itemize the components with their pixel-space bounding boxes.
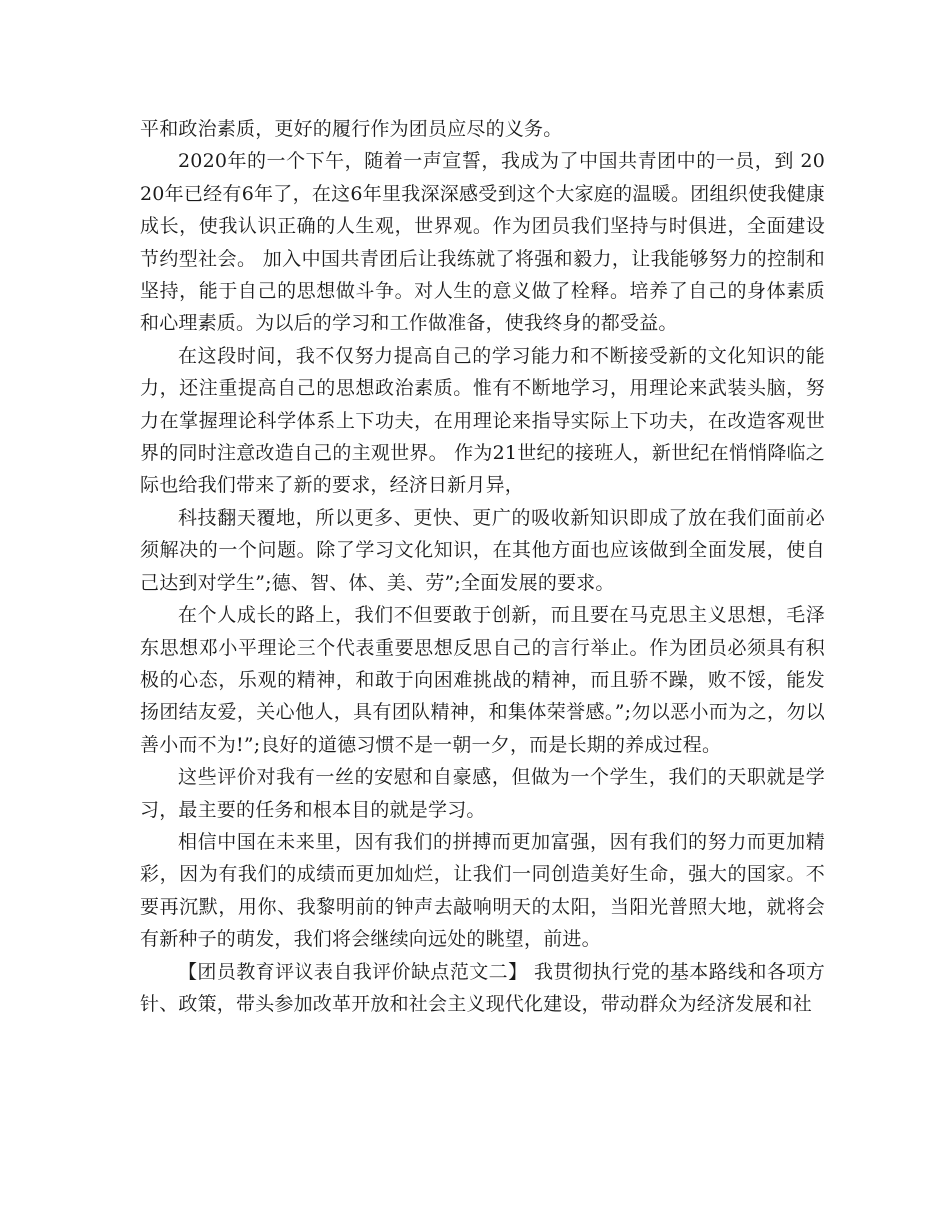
document-page xyxy=(140,113,825,1020)
paragraph-section-heading: 【团员教育评议表自我评价缺点范文二】 我贯彻执行党的基本路线和各项方针、政策，带头参加改革开放和社会主义现代化建设，带动群众为经济发展和社 xyxy=(140,960,825,1015)
paragraph: 2020年的一个下午，随着一声宣誓，我成为了中国共青团中的一员，到 2020年已经有6年了，在这6年里我深深感受到这个大家庭的温暖。团组织使我健康成长，使我认识正确的人生观，世界观。作为团员我们坚持与时俱进，全面建设节约型社会。 加入中国共青团后让我练就了将强和毅力，让我能够努力的控制和坚持，能于自己的思想做斗争。对人生的意义做了栓释。培养了自己的身体素质和心理素质。为以后的学习和工作做准备，使我终身的都受益。 xyxy=(140,150,825,335)
paragraph: 科技翻天覆地，所以更多、更快、更广的吸收新知识即成了放在我们面前必须解决的一个问题。除了学习文化知识，在其他方面也应该做到全面发展，使自己达到对学生”;德、智、体、美、劳”;全面发展的要求。 xyxy=(140,506,825,594)
paragraph: 在个人成长的路上，我们不但要敢于创新，而且要在马克思主义思想，毛泽东思想邓小平理论三个代表重要思想反思自己的言行举止。作为团员必须具有积极的心态，乐观的精神，和敢于向困难挑战的精神，而且骄不躁，败不馁，能发扬团结友爱，关心他人，具有团队精神，和集体荣誉感。”;勿以恶小而为之，勿以善小而不为!”;良好的道德习惯不是一朝一夕，而是长期的养成过程。 xyxy=(140,604,825,756)
paragraph: 相信中国在未来里，因有我们的拼搏而更加富强，因有我们的努力而更加精彩，因为有我们的成绩而更加灿烂，让我们一同创造美好生命，强大的国家。不要再沉默，用你、我黎明前的钟声去敲响明天的太阳，当阳光普照大地，就将会有新种子的萌发，我们将会继续向远处的眺望，前进。 xyxy=(140,830,825,951)
paragraph: 在这段时间，我不仅努力提高自己的学习能力和不断接受新的文化知识的能力，还注重提高自己的思想政治素质。惟有不断地学习，用理论来武装头脑，努力在掌握理论科学体系上下功夫，在用理论来指导实际上下功夫，在改造客观世界的同时注意改造自己的主观世界。 作为21世纪的接班人，新世纪在悄悄降临之际也给我们带来了新的要求，经济日新月异， xyxy=(140,344,825,497)
paragraph-continuation: 平和政治素质，更好的履行作为团员应尽的义务。 xyxy=(140,118,563,140)
paragraph: 这些评价对我有一丝的安慰和自豪感，但做为一个学生，我们的天职就是学习，最主要的任务和根本目的就是学习。 xyxy=(140,766,825,821)
